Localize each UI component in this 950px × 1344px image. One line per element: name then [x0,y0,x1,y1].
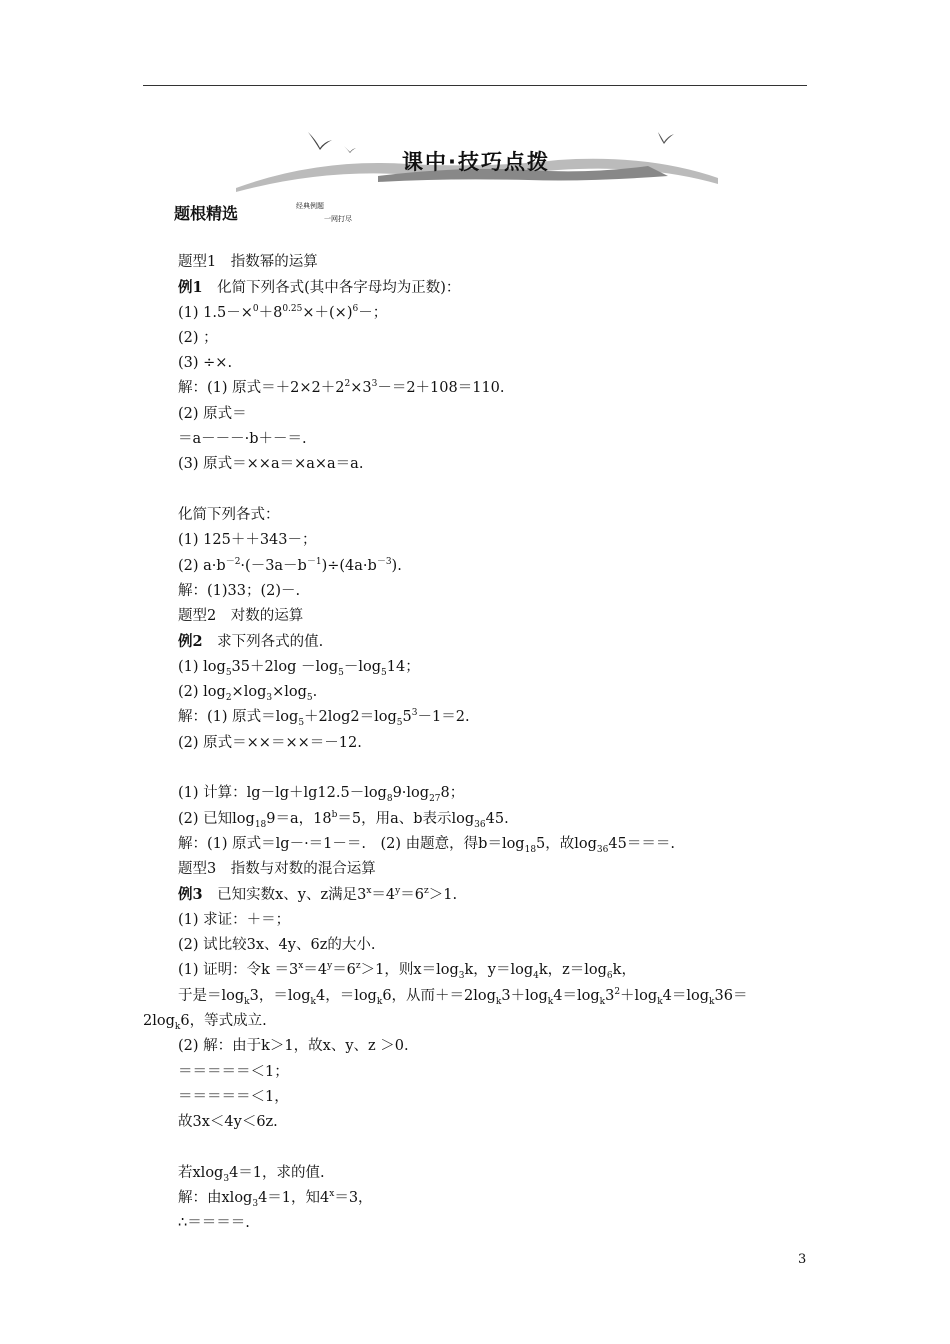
text-line: ＝＝＝＝＝＜1； [178,1063,289,1080]
text-line: (1) 证明：令$k =3^x=4^y=6^z>1$，则$x=\log_3k$，$y=\log_4k$，$z=\log_6k$， [178,961,636,982]
bird-icon-right [658,132,674,144]
text-line: (1) 求证：＋＝； [178,911,291,928]
text-line: (1) $\log_535+2\log -\log_5-\log_514$； [178,658,420,678]
text-line: (2) 已知$\log_{18}9=a$，$18^b=5$，用a、b表示$\log_{36}45$. [178,809,509,830]
text-line: 解：(1) 原式＝lg－·＝1－＝. (2) 由题意，得$b=\log_{18}5$，故$\log_{36}45===$. [178,835,675,855]
text-line: 解：(1) 原式$=\log_5+2\log 2=\log_55^3-1=2$. [178,708,470,729]
text-line: (2) 试比较3x、4y、6z的大小. [178,937,376,954]
example-2: 例2 求下列各式的值. [178,633,324,651]
text-line: (2) $\log_2\times\log_3\times\log_5$. [178,684,318,703]
section-tag-sub: 经典例题 [296,202,324,210]
text-line: (1) 125＋＋343－； [178,532,317,549]
text-line: (2) 原式＝××＝××＝－12. [178,734,362,751]
text-line: (3) 原式＝××a＝×a×a＝a. [178,456,364,473]
text-line: (1) 计算：$\lg-\lg+\lg 12.5-\log_89\cdot\log_{27}8$； [178,785,465,805]
banner-title: 课中·技巧点拨 [402,150,550,174]
text-line: 解：(1)33；(2)－. [178,582,301,599]
text-line: ∴＝＝＝＝. [178,1215,250,1232]
topic-heading: 题型2 对数的运算 [178,608,304,625]
text-line: 于是$=\log_k3$，$=\log_k4$，$=\log_k6$，从而$+=2\log_k3+\log_k4=\log_k3^2+\log_k4=\log_k36=$ [178,986,748,1007]
text-line: (1) $1.5-\times^0+8^{0.25}\times+(\times)^6-$； [178,303,388,321]
text-line: 化简下列各式： [178,506,280,523]
bird-icon [308,132,332,150]
bird-icon-small [344,146,356,153]
topic-heading: 题型3 指数与对数的混合运算 [178,861,376,878]
text-line: ＝＝＝＝＝＜1， [178,1088,289,1105]
text-line: 故3x＜4y＜6z. [178,1114,278,1131]
page-number: 3 [798,1252,807,1267]
text-line: (2) 解：由于k＞1，故x、y、z ＞0. [178,1038,409,1055]
text-line: (2) ； [178,329,218,346]
section-tag-sub2: 一网打尽 [324,215,352,223]
example-3: 例3 已知实数x、y、z满足$3^x=4^y=6^z>1$. [178,886,458,904]
topic-heading: 题型1 指数幂的运算 [178,254,318,270]
text-line: (3) ÷×. [178,355,233,372]
text-line: 解：由xlog$_3$4＝1，知$4^x=3$， [178,1189,373,1209]
text-line: $2\log_k6$，等式成立. [143,1012,267,1032]
example-1: 例1 化简下列各式(其中各字母均为正数)： [178,279,461,297]
text-line: ＝a－－－·b＋－＝. [178,431,307,448]
text-line: (2) 原式＝ [178,405,247,422]
text-line: 若xlog$_3$4＝1，求的值. [178,1164,325,1184]
text-line: (2) $a\cdot b^{-2}\cdot(-3a-b^{-1})\div(4a\cdot b^{-3})$. [178,556,402,574]
document-body [143,250,807,1237]
text-line: 解：(1) 原式$=+2\times 2+2^2\times 3^3-=2+108=110$. [178,379,505,397]
header-rule [143,85,807,86]
section-tag-label: 题根精选 [174,204,239,223]
